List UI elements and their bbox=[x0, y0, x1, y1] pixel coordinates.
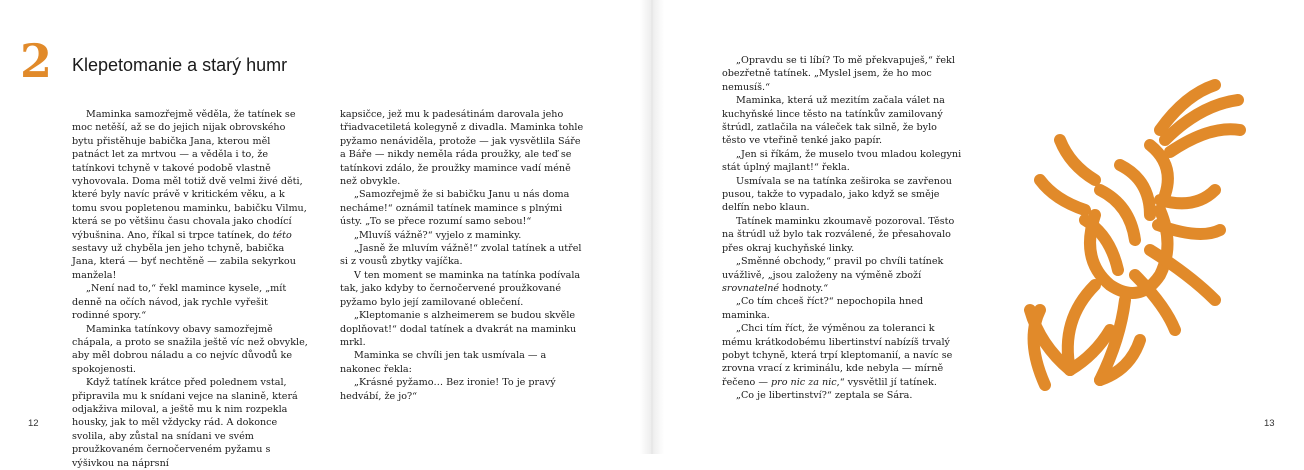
text-column-2 bbox=[340, 108, 584, 403]
text-column-1 bbox=[72, 108, 308, 470]
paragraph: „Kleptomanie s alzheimerem se budou skvěle doplňovat!“ dodal tatínek a dvakrát na maminku mrkl. bbox=[340, 310, 577, 348]
paragraph: „Jasně že mluvím vážně!“ zvolal tatínek a utřel si z vousů zbytky vajíčka. bbox=[340, 243, 582, 268]
page-number: 13 bbox=[1264, 418, 1275, 429]
paragraph: „Co je libertinství?“ zeptala se Sára. bbox=[736, 390, 913, 402]
paragraph: Když tatínek krátce před polednem vstal, připravila mu k snídani vejce na slanině, která odjakživa miloval, a ještě mu k nim rozpekla housky, jak to měl vždycky rád. A dokonce svolila, aby zůstal na snídani ve svém proužkovaném černočerveném pyžamu s výšivkou na náprsní bbox=[72, 377, 298, 469]
paragraph: Maminka se chvíli jen tak usmívala — a nakonec řekla: bbox=[340, 350, 547, 375]
chapter-title: Klepetomanie a starý humr bbox=[72, 55, 288, 75]
paragraph: „Co tím chceš říct?“ nepochopila hned maminka. bbox=[722, 296, 924, 321]
paragraph: „Směnné obchody,“ pravil po chvíli tatínek uvážlivě, „jsou založeny na výměně zboží srovnatelné hodnoty.“ bbox=[722, 256, 944, 294]
page-number: 12 bbox=[28, 418, 39, 429]
paragraph: „Samozřejmě že si babičku Janu u nás doma necháme!“ oznámil tatínek mamince s plnými ústy. „To se přece rozumí samo sebou!“ bbox=[340, 189, 570, 228]
paragraph: „Jen si říkám, že muselo tvou mladou kolegyni stát úplný majlant!“ řekla. bbox=[722, 148, 962, 174]
paragraph: kapsičce, jež mu k padesátinám darovala jeho třiadvacetiletá kolegyně z divadla. Maminka tohle pyžamo nenáviděla, protože — jak vysvětlila Sáře a Báře — nikdy neměla ráda proužky, ale teď se tatínkovi zdálo, že proužky mamince vadí méně než obvykle. bbox=[340, 109, 584, 188]
paragraph: Maminka samozřejmě věděla, že tatínek se moc netěší, až se do jejich nijak obrovského bytu přistěhuje babička Jana, kterou měl patnáct let za mrtvou — a věděla i to, že tatínkovi tchyně v takové podobě vlastně vyhovovala. Doma měl totiž dvě velmi živé děti, které byly navíc právě v kritickém věku, a k tomu svou popletenou maminku, babičku Vilmu, která se po většinu času chovala jako chodící výbušnina. Ano, říkal si trpce tatínek, do této sestavy už chyběla jen jeho tchyně, babička Jana, která — byť nechtěně — zabila sekyrkou manžela! bbox=[72, 109, 307, 281]
paragraph: „Není nad to,“ řekl mamince kysele, „mít denně na očích návod, jak rychle vyřešit rodinné spory.“ bbox=[72, 283, 287, 322]
text-column-3 bbox=[722, 54, 962, 403]
paragraph: „Chci tím říct, že výměnou za toleranci k mému krátkodobému libertinství nabízíš trvalý pobyt tchyně, která trpí kleptomanií, a navíc se zrovna vrací z kriminálu, kde nebyla — mírně řečeno — pro nic za nic,“ vysvětlil jí tatínek. bbox=[722, 323, 953, 388]
paragraph: Tatínek maminku zkoumavě pozoroval. Těsto na štrúdl už bylo tak rozválené, že přesahovalo přes okraj kuchyňské linky. bbox=[722, 215, 955, 254]
paragraph: Maminka, která už mezitím začala válet na kuchyňské lince těsto na tatínkův zamilovaný štrúdl, zatlačila na váleček tak silně, že bylo těsto ve vteřině tenké jako papír. bbox=[722, 95, 945, 147]
chapter-number: 2 bbox=[20, 34, 53, 88]
paragraph: „Opravdu se ti líbí? To mě překvapuješ,“ řekl obezřetně tatínek. „Myslel jsem, že ho moc nemusíš.“ bbox=[722, 55, 955, 93]
paragraph: Maminka tatínkovy obavy samozřejmě chápala, a proto se snažila ještě víc než obvykle, aby měl dobrou náladu a co nejvíc důvodů ke spokojenosti. bbox=[72, 323, 308, 375]
paragraph: „Mluvíš vážně?“ vyjelo z maminky. bbox=[354, 229, 522, 241]
paragraph: V ten moment se maminka na tatínka podívala tak, jako kdyby to černočervené proužkované pyžamo bylo její zamilované oblečení. bbox=[340, 269, 581, 308]
paragraph: „Krásné pyžamo… Bez ironie! To je pravý hedvábí, že jo?“ bbox=[340, 377, 556, 402]
paragraph: Usmívala se na tatínka zeširoka se zavřenou pusou, takže to vypadalo, jako když se směje delfín nebo klaun. bbox=[722, 175, 952, 214]
lobster-icon bbox=[1000, 70, 1250, 400]
book-gutter bbox=[640, 0, 664, 454]
